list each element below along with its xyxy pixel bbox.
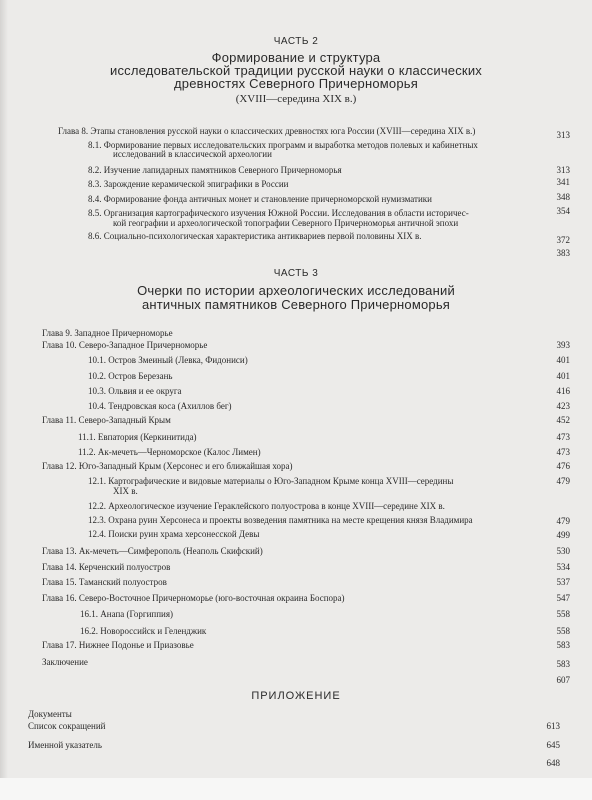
toc-page-ch13: 534 [556, 562, 570, 572]
toc-page-12-2: 479 [556, 516, 570, 526]
toc-entry-10-4: 10.4. Тендровская коса (Ахиллов бег) [88, 402, 232, 411]
page-bottom-margin [0, 778, 592, 800]
toc-entry-8-2: 8.2. Изучение лапидарных памятников Северного Причерноморья [88, 166, 342, 175]
toc-entry-8-1: 8.1. Формирование первых исследовательских программ и выработка методов полевых и кабинетных [88, 141, 478, 150]
toc-page-8-6: 383 [556, 248, 570, 258]
toc-page-abbreviations: 645 [546, 740, 560, 750]
toc-page-10-3: 416 [556, 386, 570, 396]
toc-page-10-4: 423 [556, 401, 570, 411]
toc-page-11-1: 473 [556, 432, 570, 442]
toc-page-ch10: 393 [556, 340, 570, 350]
toc-entry-12-3: 12.3. Охрана руин Херсонеса и проекты возведения памятника на месте крещения князя Владимира [88, 516, 473, 525]
toc-page-12-3: 499 [556, 530, 570, 540]
toc-entry-10-1: 10.1. Остров Змеиный (Левка, Фидониси) [88, 356, 248, 365]
toc-page-8-1: 313 [556, 165, 570, 175]
page-edge-shadow [0, 0, 8, 800]
part2-title-line-3: древностях Северного Причерноморья [174, 76, 418, 91]
toc-entry-conclusion: Заключение [42, 658, 88, 667]
part3-title-line-2: античных памятников Северного Причерноморья [141, 297, 451, 312]
toc-page-ch8: 313 [556, 130, 570, 140]
toc-entry-8-5: 8.5. Организация картографического изучения Южной России. Исследования в области историчес- [88, 209, 469, 218]
toc-entry-ch15: Глава 15. Таманский полуостров [42, 578, 167, 587]
toc-page-ch11: 452 [556, 415, 570, 425]
toc-page-ch17: 583 [556, 659, 570, 669]
toc-entry-abbreviations: Список сокращений [28, 722, 106, 731]
toc-entry-12-1-cont: XIX в. [113, 487, 138, 496]
toc-page-8-5: 372 [556, 235, 570, 245]
toc-entry-ch13: Глава 13. Ак-мечеть—Симферополь (Неаполь Скифский) [42, 547, 263, 556]
toc-page-10-1: 401 [556, 355, 570, 365]
toc-page-name-index: 648 [546, 758, 560, 768]
toc-entry-ch9: Глава 9. Западное Причерноморье [42, 329, 173, 338]
toc-entry-12-1: 12.1. Картографические и видовые материалы о Юго-Западном Крыме конца XVIII—середины [88, 477, 454, 486]
toc-entry-ch12: Глава 12. Юго-Западный Крым (Херсонес и его ближайшая хора) [42, 462, 293, 471]
appendix-title: ПРИЛОЖЕНИЕ [251, 690, 341, 702]
toc-page-8-3: 348 [556, 192, 570, 202]
toc-page-16-2: 583 [556, 640, 570, 650]
toc-page-16-1: 558 [556, 626, 570, 636]
toc-entry-16-2: 16.2. Новороссийск и Геленджик [80, 627, 207, 636]
part2-title-line-1: Формирование и структура [211, 50, 381, 65]
toc-entry-ch11: Глава 11. Северо-Западный Крым [42, 416, 171, 425]
toc-entry-name-index: Именной указатель [28, 741, 102, 750]
toc-page-12-1: 479 [556, 476, 570, 486]
toc-entry-12-2: 12.2. Археологическое изучение Гераклейского полуострова в конце XVIII—середине XIX в. [88, 502, 445, 511]
toc-page-12-4: 530 [556, 546, 570, 556]
part2-subtitle: (XVIII—середина XIX в.) [235, 93, 357, 105]
toc-entry-documents: Документы [28, 710, 72, 719]
toc-page-8-4: 354 [556, 206, 570, 216]
toc-page-ch14: 537 [556, 577, 570, 587]
toc-entry-ch16: Глава 16. Северо-Восточное Причерноморье (юго-восточная окраина Боспора) [42, 594, 345, 603]
part2-label: ЧАСТЬ 2 [273, 36, 319, 47]
toc-entry-8-1-cont: исследований в классической археологии [113, 150, 272, 159]
toc-entry-8-3: 8.3. Зарождение керамической эпиграфики в России [88, 180, 289, 189]
toc-entry-12-4: 12.4. Поиски руин храма херсонесской Девы [88, 530, 260, 539]
part2-title-line-2: исследовательской традиции русской науки о классических [110, 63, 482, 78]
toc-page-documents: 613 [546, 721, 560, 731]
toc-entry-8-6: 8.6. Социально-психологическая характеристика антиквариев первой половины XIX в. [88, 232, 422, 241]
toc-entry-ch17: Глава 17. Нижнее Подонье и Приазовье [42, 641, 194, 650]
part3-label: ЧАСТЬ 3 [273, 268, 319, 279]
toc-entry-ch10: Глава 10. Северо-Западное Причерноморье [42, 341, 208, 350]
toc-page-ch12: 476 [556, 461, 570, 471]
toc-page-ch15: 547 [556, 593, 570, 603]
toc-entry-11-2: 11.2. Ак-мечеть—Черноморское (Калос Лимен) [78, 448, 261, 457]
toc-page-conclusion: 607 [556, 675, 570, 685]
toc-page-11-2: 473 [556, 447, 570, 457]
toc-entry-ch8: Глава 8. Этапы становления русской науки о классических древностях юга России (XVIII—середина XIX в.) [58, 127, 476, 136]
toc-entry-8-4: 8.4. Формирование фонда античных монет и становление причерноморской нумизматики [88, 195, 432, 204]
toc-entry-10-3: 10.3. Ольвия и ее округа [88, 387, 182, 396]
toc-page-10-2: 401 [556, 371, 570, 381]
part3-title-line-1: Очерки по истории археологических исследований [137, 283, 455, 298]
toc-entry-ch14: Глава 14. Керченский полуостров [42, 563, 171, 572]
toc-page-ch16: 558 [556, 609, 570, 619]
toc-entry-11-1: 11.1. Евпатория (Керкинитида) [78, 433, 197, 442]
toc-entry-16-1: 16.1. Анапа (Горгиппия) [80, 610, 174, 619]
toc-page-8-2: 341 [556, 177, 570, 187]
toc-entry-10-2: 10.2. Остров Березань [88, 372, 173, 381]
toc-entry-8-5-cont: кой географии и археологической топографии Северного Причерноморья античной эпохи [113, 219, 459, 228]
